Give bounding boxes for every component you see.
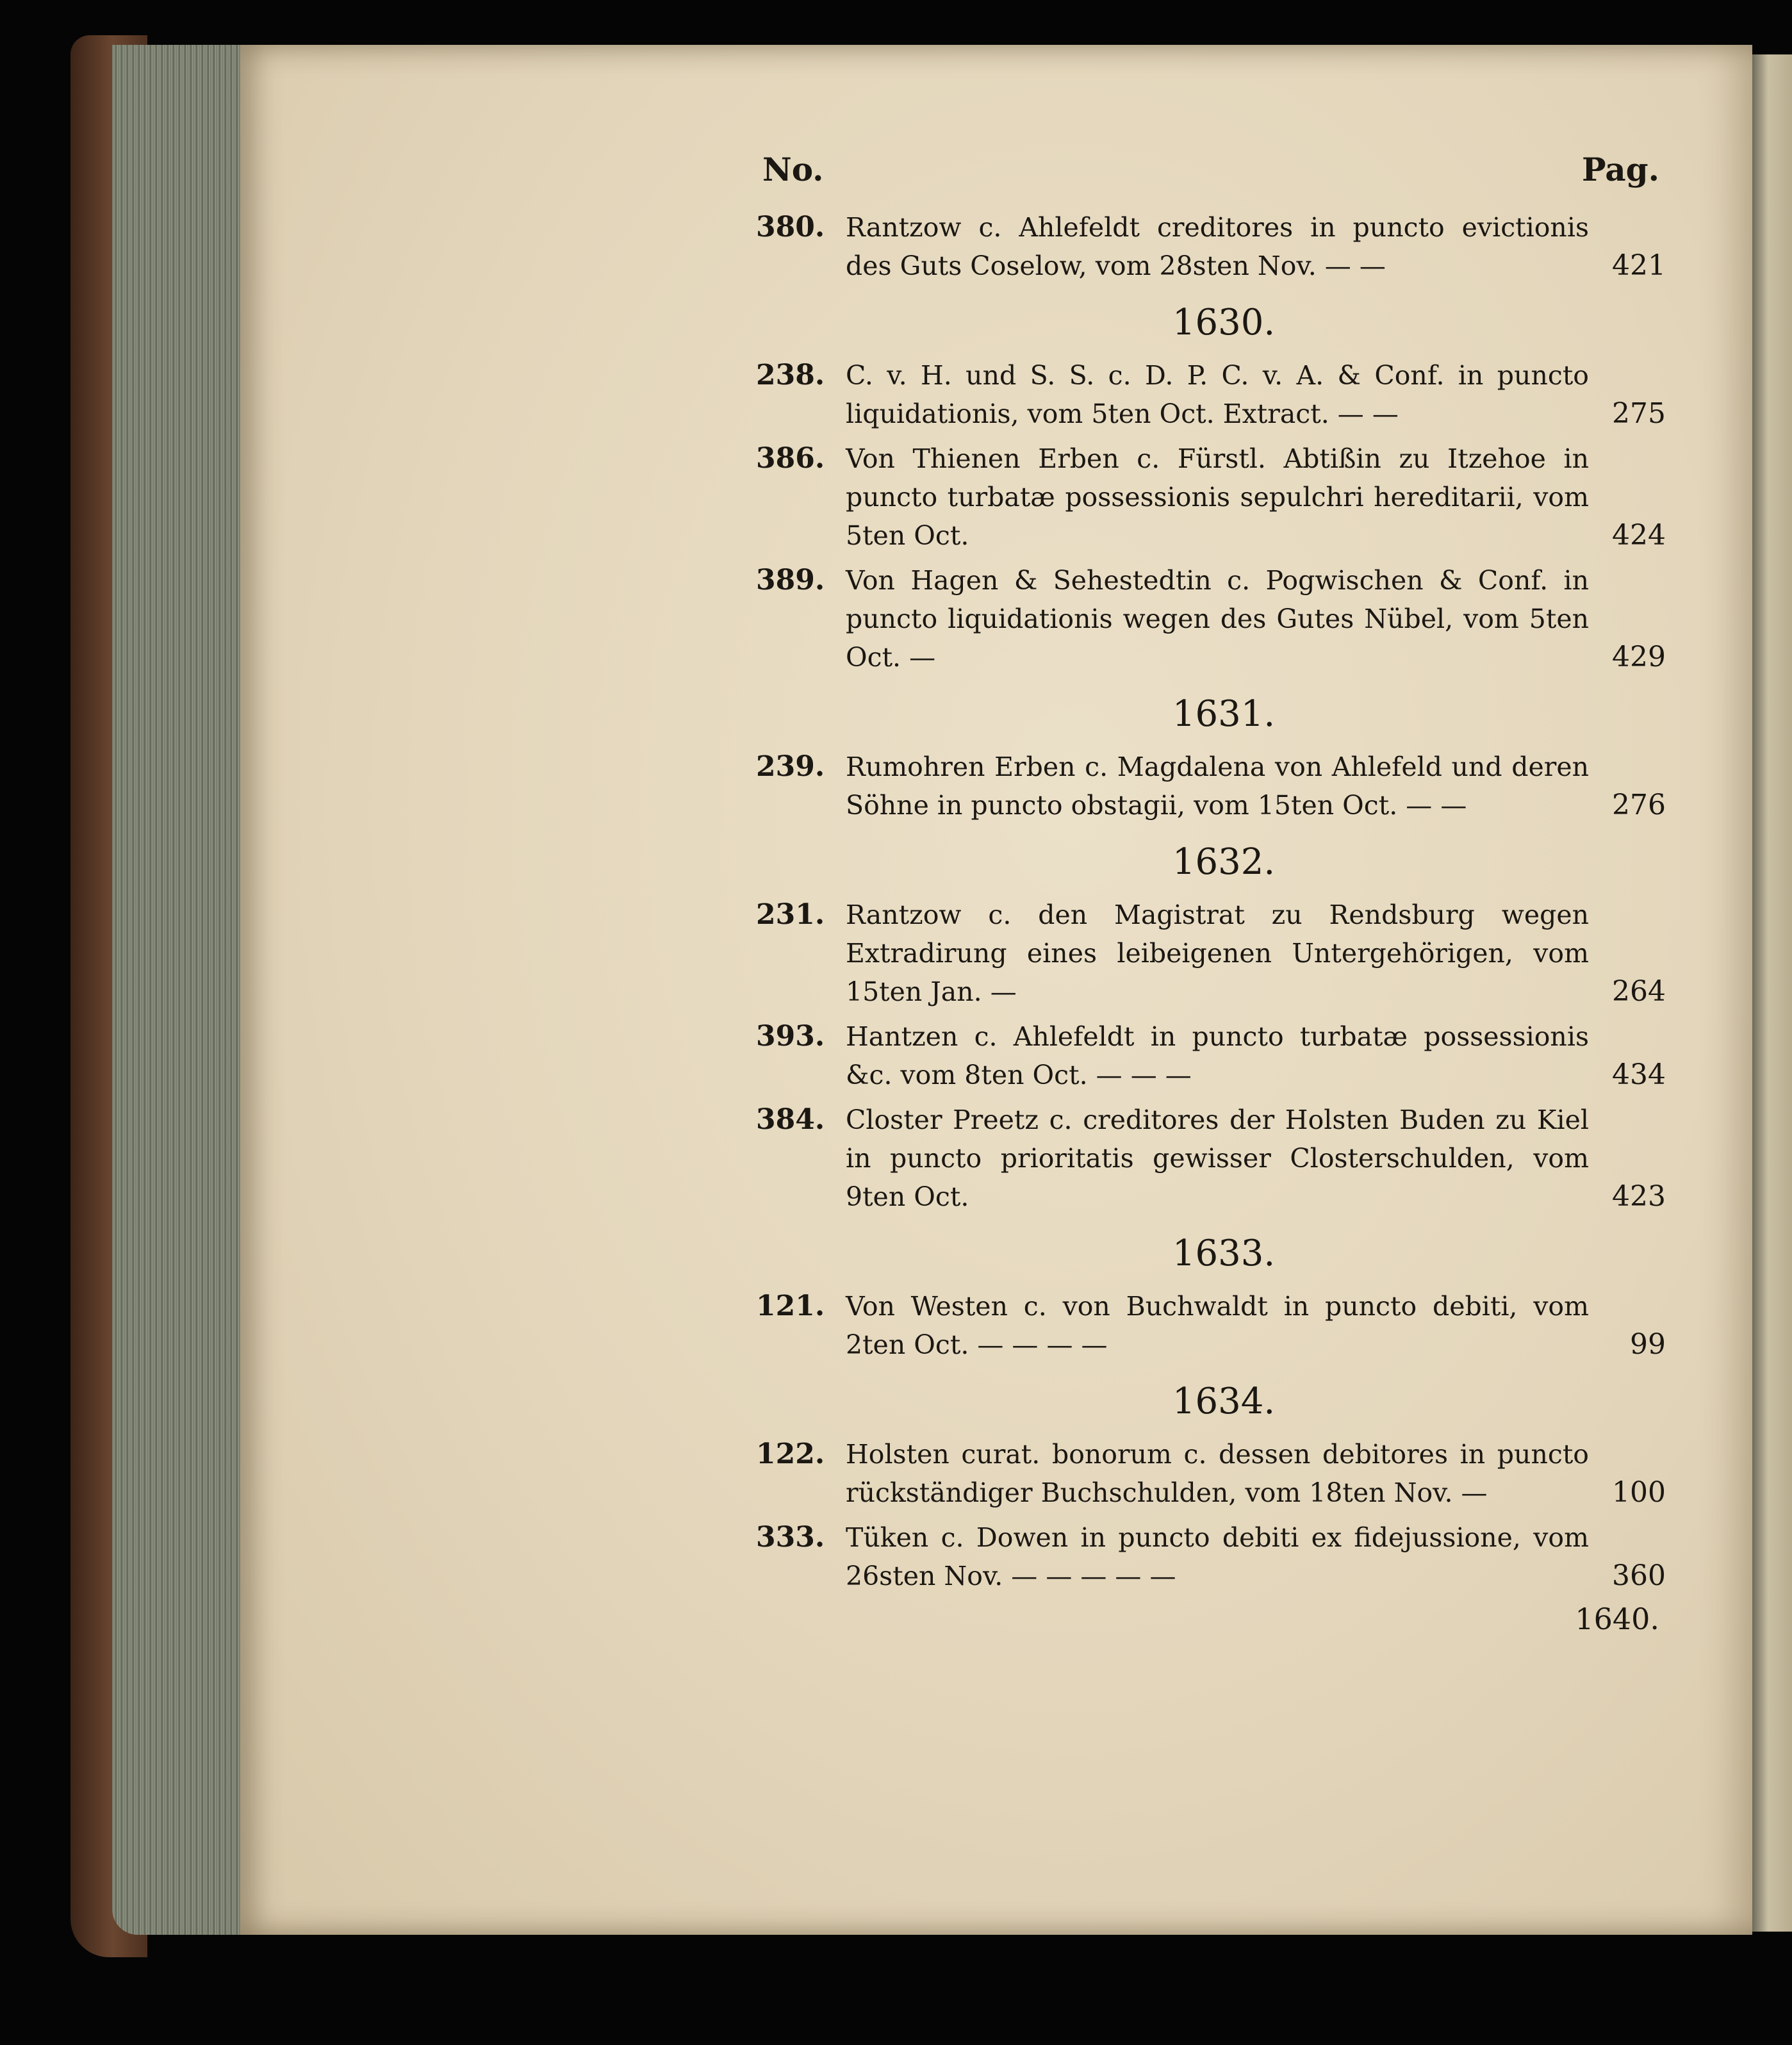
entry-text: Von Thienen Erben c. Fürstl. Abtißin zu Itzehoe in puncto turbatæ possessionis sepulchri hereditarii, vom 5ten Oct. — [846, 443, 1589, 551]
entry-page: 276 — [1612, 789, 1666, 821]
catchword: 1640. — [1575, 1602, 1659, 1636]
entry-page: 100 — [1612, 1476, 1666, 1509]
year-heading: 1630. — [1172, 302, 1276, 343]
entry-page: 264 — [1612, 975, 1666, 1008]
entry-text: Holsten curat. bonorum c. dessen debitores in puncto rückständiger Buchschulden, vom 18ten Nov. — — [846, 1439, 1589, 1508]
index-entry — [756, 748, 1666, 825]
entry-text: Von Hagen & Sehestedtin c. Pogwischen & Conf. in puncto liquidationis wegen des Gutes Nübel, vom 5ten Oct. — — [846, 565, 1589, 673]
entry-number: 122. — [756, 1438, 825, 1470]
entry-text: Rantzow c. den Magistrat zu Rendsburg wegen Extradirung eines leibeigenen Untergehörigen, vom 15ten Jan. — — [846, 899, 1589, 1007]
entry-text: Hantzen c. Ahlefeldt in puncto turbatæ possessionis &c. vom 8ten Oct. — — — — [846, 1021, 1589, 1090]
year-heading: 1632. — [1172, 841, 1276, 883]
page-column-header: Pag. — [1581, 151, 1659, 188]
index-entry — [756, 1518, 1666, 1595]
entry-text: Von Westen c. von Buchwaldt in puncto debiti, vom 2ten Oct. — — — — — [846, 1291, 1589, 1360]
entry-page: 360 — [1612, 1559, 1666, 1592]
year-heading: 1631. — [1172, 693, 1276, 735]
facing-page-edge — [1752, 54, 1792, 1932]
entry-page: 424 — [1612, 519, 1666, 552]
entry-number: 380. — [756, 211, 825, 243]
entry-page: 429 — [1612, 641, 1666, 673]
entry-number: 389. — [756, 564, 825, 596]
entry-text: Tüken c. Dowen in puncto debiti ex fidejussione, vom 26sten Nov. — — — — — — [846, 1522, 1589, 1591]
index-entry — [756, 1287, 1666, 1364]
page-stack-edges — [112, 45, 250, 1935]
year-heading: 1634. — [1172, 1381, 1276, 1422]
entry-number: 393. — [756, 1020, 825, 1053]
index-entry — [756, 896, 1666, 1011]
entry-text: Rumohren Erben c. Magdalena von Ahlefeld und deren Söhne in puncto obstagii, vom 15ten Oct. — — — [846, 751, 1589, 821]
entry-page: 434 — [1612, 1058, 1666, 1091]
entry-text: C. v. H. und S. S. c. D. P. C. v. A. & Conf. in puncto liquidationis, vom 5ten Oct. Extract. — — — [846, 360, 1589, 429]
entry-number: 231. — [756, 898, 825, 931]
entry-page: 423 — [1612, 1180, 1666, 1213]
entry-text: Rantzow c. Ahlefeldt creditores in puncto evictionis des Guts Coselow, vom 28sten Nov. — — — [846, 212, 1589, 281]
entry-number: 333. — [756, 1521, 825, 1554]
entry-page: 99 — [1630, 1328, 1666, 1361]
entry-number: 238. — [756, 359, 825, 391]
index-entry — [756, 561, 1666, 677]
index-entry — [756, 1101, 1666, 1216]
index-entry — [756, 356, 1666, 433]
index-entry — [756, 1435, 1666, 1512]
year-heading: 1633. — [1172, 1233, 1276, 1274]
index-list — [756, 151, 1666, 1636]
index-entry — [756, 439, 1666, 555]
entry-number: 386. — [756, 442, 825, 475]
index-entry — [756, 208, 1666, 285]
entry-page: 275 — [1612, 397, 1666, 430]
entry-number: 239. — [756, 750, 825, 783]
number-column-header: No. — [762, 151, 824, 188]
entry-number: 384. — [756, 1103, 825, 1136]
entry-text: Closter Preetz c. creditores der Holsten Buden zu Kiel in puncto prioritatis gewisser Closterschulden, vom 9ten Oct. — [846, 1105, 1589, 1212]
entry-number: 121. — [756, 1290, 825, 1322]
entry-page: 421 — [1612, 249, 1666, 282]
column-headers — [756, 151, 1666, 208]
index-entry — [756, 1017, 1666, 1094]
